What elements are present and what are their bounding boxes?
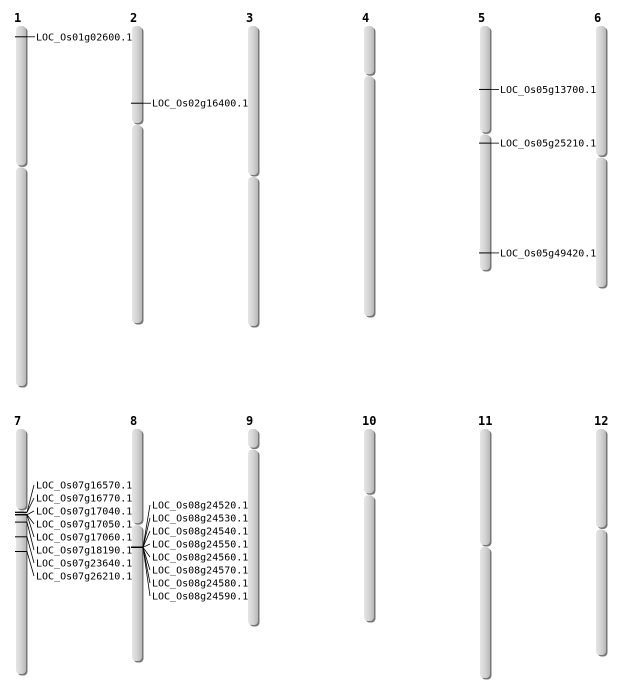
- chromosome-arm-long: [364, 76, 374, 316]
- gene-label: LOC_Os08g24550.1: [152, 539, 249, 551]
- gene-label: LOC_Os08g24580.1: [152, 578, 249, 590]
- chromosome-4: [362, 11, 376, 318]
- chromosome-10: [362, 414, 376, 623]
- chromosome-arm-short: [364, 26, 374, 74]
- gene-label: LOC_Os07g17040.1: [36, 506, 133, 518]
- chromosome-arm-short: [480, 429, 490, 545]
- chromosome-5: [478, 11, 596, 272]
- chromosome-arm-long: [132, 525, 142, 661]
- gene-label: LOC_Os02g16400.1: [152, 98, 249, 110]
- chromosome-arm-short: [248, 429, 258, 448]
- chromosome-title: 6: [594, 11, 602, 25]
- chromosome-title: 11: [478, 414, 493, 428]
- chromosome-9: [246, 414, 260, 627]
- gene-label: LOC_Os07g18190.1: [36, 545, 133, 557]
- chromosome-title: 10: [362, 414, 377, 428]
- gene-label: LOC_Os08g24520.1: [152, 500, 249, 512]
- chromosome-11: [478, 414, 492, 680]
- chromosome-arm-short: [16, 429, 26, 509]
- gene-label: LOC_Os07g16570.1: [36, 480, 133, 492]
- gene-label: LOC_Os05g25210.1: [500, 138, 597, 150]
- chromosome-arm-long: [596, 529, 606, 655]
- chromosome-arm-long: [248, 450, 258, 625]
- chromosome-2: [130, 11, 248, 325]
- chromosome-title: 8: [130, 414, 138, 428]
- gene-label: LOC_Os08g24540.1: [152, 526, 249, 538]
- gene-label: LOC_Os01g02600.1: [36, 32, 133, 44]
- chromosome-arm-short: [596, 26, 606, 156]
- chromosome-arm-long: [364, 495, 374, 621]
- chromosome-arm-short: [132, 429, 142, 523]
- gene-label: LOC_Os07g16770.1: [36, 493, 133, 505]
- chromosome-arm-short: [248, 26, 258, 175]
- chromosome-8: [130, 414, 248, 663]
- chromosome-arm-short: [480, 26, 490, 132]
- chromosome-6: [594, 11, 608, 289]
- gene-leader-line: [27, 537, 34, 563]
- gene-label: LOC_Os05g49420.1: [500, 248, 597, 260]
- chromosome-arm-short: [364, 429, 374, 493]
- chromosome-arm-long: [16, 511, 26, 674]
- chromosome-arm-long: [596, 158, 606, 288]
- chromosome-title: 3: [246, 11, 254, 25]
- chromosome-title: 4: [362, 11, 370, 25]
- chromosome-title: 1: [14, 11, 22, 25]
- gene-label: LOC_Os08g24590.1: [152, 591, 249, 603]
- chromosome-3: [246, 11, 260, 328]
- chromosome-arm-long: [480, 547, 490, 678]
- chromosome-arm-long: [248, 177, 258, 326]
- gene-label: LOC_Os08g24560.1: [152, 552, 249, 564]
- gene-leader-line: [143, 547, 150, 596]
- chromosome-arm-long: [16, 167, 26, 386]
- gene-label: LOC_Os07g17050.1: [36, 519, 133, 531]
- gene-label: LOC_Os07g26210.1: [36, 571, 133, 583]
- gene-label: LOC_Os08g24570.1: [152, 565, 249, 577]
- gene-leader-line: [27, 511, 34, 515]
- chromosome-7: [14, 414, 132, 676]
- chromosome-title: 12: [594, 414, 609, 428]
- gene-label: LOC_Os07g23640.1: [36, 558, 133, 570]
- chromosome-title: 2: [130, 11, 138, 25]
- chromosome-title: 5: [478, 11, 486, 25]
- chromosome-arm-long: [480, 134, 490, 270]
- gene-label: LOC_Os05g13700.1: [500, 84, 597, 96]
- gene-leader-line: [27, 485, 34, 512]
- chromosome-title: 7: [14, 414, 22, 428]
- chromosome-title: 9: [246, 414, 254, 428]
- gene-label: LOC_Os07g17060.1: [36, 532, 133, 544]
- chromosome-arm-short: [596, 429, 606, 527]
- gene-leader-line: [27, 552, 34, 577]
- chromosome-arm-short: [132, 26, 142, 123]
- chromosome-1: [14, 11, 132, 388]
- chromosome-arm-long: [132, 125, 142, 323]
- chromosome-12: [594, 414, 608, 657]
- gene-label: LOC_Os08g24530.1: [152, 513, 249, 525]
- gene-leader-line: [143, 505, 150, 547]
- chromosome-arm-short: [16, 26, 26, 165]
